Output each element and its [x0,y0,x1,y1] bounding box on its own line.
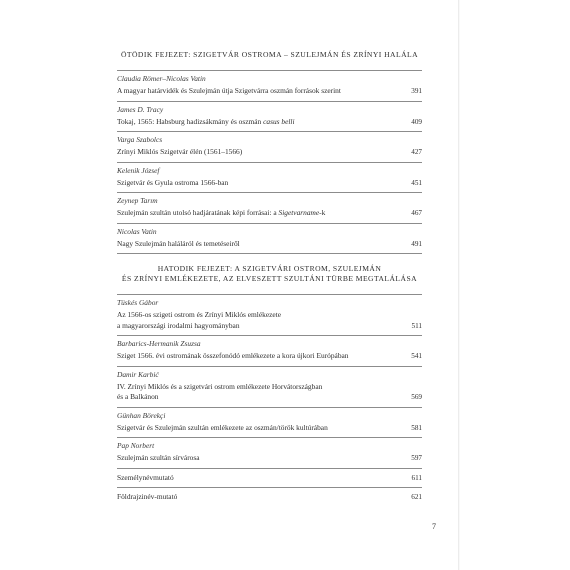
entry-title: A magyar határvidék és Szulejmán útja Szigetvárra oszmán források szerint [117,86,341,95]
entry-page-number: 491 [411,239,422,248]
entry-page-number: 611 [411,473,422,482]
entry-page-number: 621 [411,493,422,501]
toc-entry [117,295,422,335]
entry-title: Sziget 1566. évi ostromának összefonódó emlékezete a kora újkori Európában [117,351,349,360]
entry-page-number: 467 [411,209,422,217]
toc-entry [117,163,422,193]
entry-author: Kelenik József [117,165,160,175]
entry-title: IV. Zrínyi Miklós és a szigetvári ostrom emlékezete Horvátországban és a Balkánon [117,381,323,401]
toc-entry [117,193,422,223]
entry-page-number: 391 [411,87,422,95]
entry-title: Szigetvár és Gyula ostroma 1566-ban [117,177,229,187]
divider [117,253,422,254]
index-title: Földrajzinév-mutató [117,492,178,501]
toc-entry [117,224,422,254]
entry-author: Günhan Börekçi [117,410,166,420]
entry-author: James D. Tracy [117,104,164,114]
toc-entry [117,71,422,101]
entry-title: Az 1566-os szigeti ostrom és Zrínyi Miklós emlékezete a magyarországi irodalmi hagyományban [117,310,281,330]
toc-entry [117,438,422,468]
toc-entry [117,408,422,438]
page-number: 7 [432,522,436,531]
chapter-6-title: HATODIK FEJEZET: A SZIGETVÁRI OSTROM, SZULEJMÁN ÉS ZRÍNYI EMLÉKEZETE, AZ ELVESZETT SZULTÁNI TÜRBE MEGTALÁLÁSA [121,264,418,283]
entry-title: Szulejmán szultán utolsó hadjáratának képi forrásai: a Sigetvarname-k [117,208,326,217]
entry-title: Szulejmán szultán sírvárosa [117,453,200,462]
entry-page-number: 597 [411,454,422,462]
entry-author: Nicolas Vatin [117,226,157,236]
toc-entry [117,102,422,132]
index-title: Személynévmutató [117,472,174,482]
toc-entry [117,367,422,407]
entry-page-number: 581 [411,423,422,432]
entry-author: Zeynep Tarım [117,196,158,205]
entry-page-number: 511 [411,321,422,330]
entry-page-number: 427 [411,148,422,156]
entry-author: Damir Karbić [117,369,159,379]
entry-author: Claudia Römer–Nicolas Vatin [117,74,206,83]
entry-title: Nagy Szulejmán haláláról és temetéseiről [117,238,240,248]
entry-page-number: 451 [411,178,422,187]
entry-title: Tokaj, 1565: Habsburg hadizsákmány és oszmán casus belli [117,116,295,126]
entry-author: Tüskés Gábor [117,298,159,307]
entry-author: Barbarics-Hermanik Zsuzsa [117,339,201,348]
entry-author: Pap Norbert [117,441,155,450]
entry-page-number: 409 [411,117,422,126]
entry-title: Zrínyi Miklós Szigetvár élén (1561–1566) [117,147,243,156]
page-edge-shadow [458,0,460,570]
entry-page-number: 569 [411,393,422,401]
book-page [98,0,460,570]
index-entry [117,488,422,507]
entry-author: Varga Szabolcs [117,135,163,144]
entry-page-number: 541 [411,352,422,360]
chapter-5-title: ÖTÖDIK FEJEZET: SZIGETVÁR OSTROMA – SZULEJMÁN ÉS ZRÍNYI HALÁLA [120,50,419,59]
toc-entry [117,336,422,366]
entry-title: Szigetvár és Szulejmán szultán emlékezete az oszmán/török kultúrában [117,422,328,432]
table-of-contents [117,50,422,507]
toc-entry [117,132,422,162]
index-entry [117,469,422,488]
